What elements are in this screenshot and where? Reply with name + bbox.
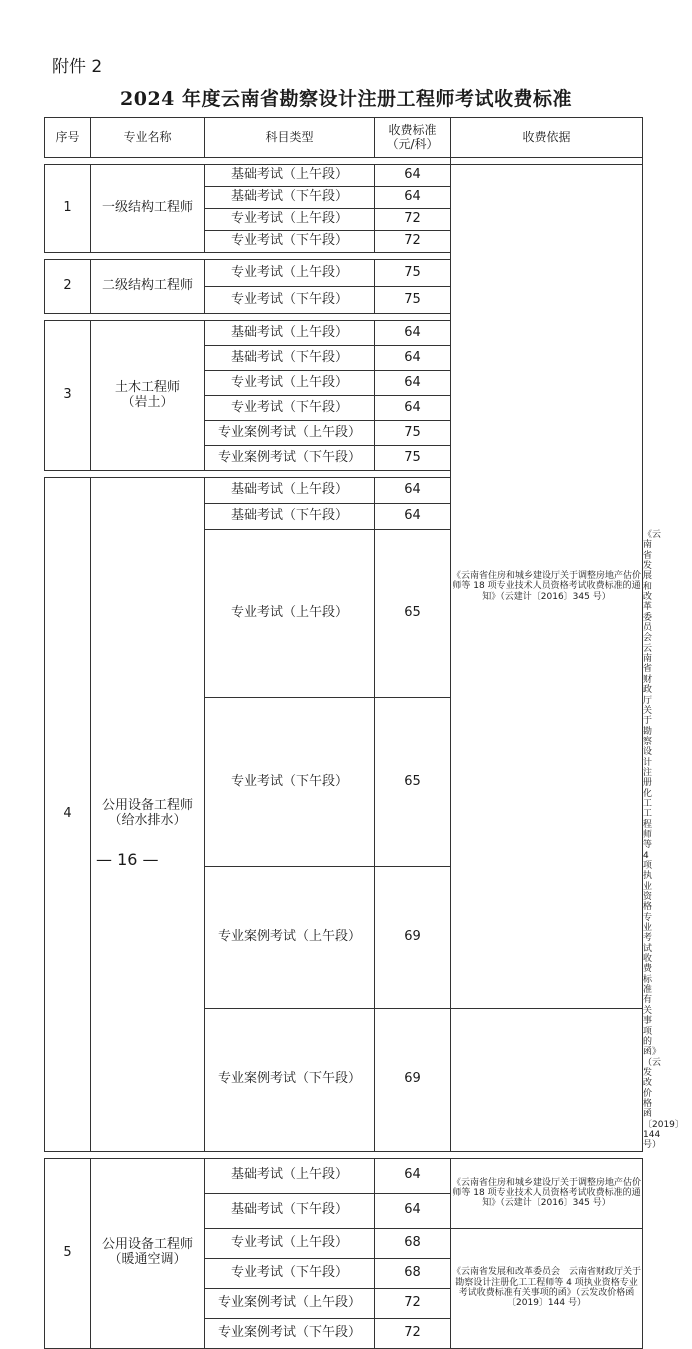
major-name xyxy=(91,260,205,314)
subject-cell: 专业考试（下午段） xyxy=(205,231,375,253)
table-header-row xyxy=(45,118,643,158)
subject-cell: 专业考试（下午段） xyxy=(205,287,375,314)
fee-cell: 64 xyxy=(375,1158,451,1193)
major-name-line1: 土木工程师 xyxy=(114,379,180,395)
subject-cell: 专业案例考试（下午段） xyxy=(205,1009,375,1151)
major-name-line2: （岩土） xyxy=(121,394,174,410)
subject-cell: 专业考试（下午段） xyxy=(205,698,375,866)
fee-cell: 64 xyxy=(375,504,451,530)
subject-cell: 基础考试（上午段） xyxy=(205,165,375,187)
header-basis: 收费依据 xyxy=(451,118,643,158)
fee-cell: 65 xyxy=(375,698,451,866)
subject-cell: 基础考试（下午段） xyxy=(205,187,375,209)
fee-cell: 64 xyxy=(375,321,451,346)
subject-cell: 基础考试（上午段） xyxy=(205,478,375,504)
table-row xyxy=(45,1158,643,1193)
basis-housing: 《云南省住房和城乡建设厅关于调整房地产估价师等 18 项专业技术人员资格考试收费标准的通知》（云建计〔2016〕345 号） xyxy=(451,165,643,1009)
subject-cell: 基础考试（上午段） xyxy=(205,1158,375,1193)
major-name-line2: （给水排水） xyxy=(108,813,187,829)
fee-cell: 72 xyxy=(375,1318,451,1348)
subject-cell: 基础考试（上午段） xyxy=(205,321,375,346)
subject-cell: 专业案例考试（下午段） xyxy=(205,1318,375,1348)
fee-cell: 72 xyxy=(375,231,451,253)
subject-cell: 专业考试（下午段） xyxy=(205,1258,375,1288)
subject-cell: 专业考试（上午段） xyxy=(205,1228,375,1258)
table-row xyxy=(45,165,643,187)
major-name-line2: （暖通空调） xyxy=(108,1252,187,1268)
subject-cell: 专业考试（上午段） xyxy=(205,260,375,287)
subject-cell: 专业考试（上午段） xyxy=(205,371,375,396)
basis-housing: 《云南省住房和城乡建设厅关于调整房地产估价师等 18 项专业技术人员资格考试收费标准的通知》（云建计〔2016〕345 号） xyxy=(451,1158,643,1228)
group-no: 5 xyxy=(45,1158,91,1348)
major-name-line1: 公用设备工程师 xyxy=(101,798,193,814)
subject-cell: 专业案例考试（上午段） xyxy=(205,421,375,446)
fee-cell: 69 xyxy=(375,1009,451,1151)
header-fee xyxy=(375,118,451,158)
fee-cell: 68 xyxy=(375,1258,451,1288)
attachment-label: 附件 2 xyxy=(52,57,103,77)
fee-table xyxy=(44,117,684,1349)
fee-cell: 72 xyxy=(375,209,451,231)
header-fee-line2: （元/科） xyxy=(386,136,439,151)
major-name xyxy=(91,1158,205,1348)
fee-cell: 64 xyxy=(375,371,451,396)
fee-cell: 64 xyxy=(375,1193,451,1228)
header-subject: 科目类型 xyxy=(205,118,375,158)
page-title: 2024 年度云南省勘察设计注册工程师考试收费标准 xyxy=(120,88,572,110)
header-major: 专业名称 xyxy=(91,118,205,158)
subject-cell: 专业案例考试（上午段） xyxy=(205,1288,375,1318)
major-name-line1: 一级结构工程师 xyxy=(101,200,193,216)
fee-cell: 75 xyxy=(375,446,451,471)
major-name xyxy=(91,165,205,253)
fee-cell: 75 xyxy=(375,421,451,446)
fee-cell: 64 xyxy=(375,165,451,187)
subject-cell: 专业案例考试（上午段） xyxy=(205,866,375,1008)
subject-cell: 专业案例考试（下午段） xyxy=(205,446,375,471)
page-number: — 16 — xyxy=(96,850,159,869)
group-no: 3 xyxy=(45,321,91,471)
subject-cell: 基础考试（下午段） xyxy=(205,346,375,371)
fee-cell: 75 xyxy=(375,287,451,314)
header-fee-line1: 收费标准 xyxy=(388,122,437,137)
fee-cell: 64 xyxy=(375,346,451,371)
subject-cell: 基础考试（下午段） xyxy=(205,1193,375,1228)
fee-cell: 65 xyxy=(375,530,451,698)
fee-cell: 69 xyxy=(375,866,451,1008)
header-no: 序号 xyxy=(45,118,91,158)
fee-cell: 64 xyxy=(375,187,451,209)
major-name xyxy=(91,321,205,471)
major-name-line1: 二级结构工程师 xyxy=(101,278,193,294)
subject-cell: 基础考试（下午段） xyxy=(205,504,375,530)
major-name-line1: 公用设备工程师 xyxy=(101,1237,193,1253)
table-row: 专业考试（上午段） 65 《云南省发展和改革委员会 云南省财政厅关于勘察设计注册化工工程师等 4 项执业资格专业考试收费标准有关事项的函》（云发改价格函〔2019〕144 号） xyxy=(45,530,643,698)
fee-cell: 64 xyxy=(375,478,451,504)
group-no: 2 xyxy=(45,260,91,314)
fee-cell: 68 xyxy=(375,1228,451,1258)
subject-cell: 专业考试（上午段） xyxy=(205,209,375,231)
group-no: 1 xyxy=(45,165,91,253)
fee-cell: 75 xyxy=(375,260,451,287)
group-no: 4 xyxy=(45,478,91,1152)
subject-cell: 专业考试（上午段） xyxy=(205,530,375,698)
fee-cell: 72 xyxy=(375,1288,451,1318)
subject-cell: 专业考试（下午段） xyxy=(205,396,375,421)
major-name xyxy=(91,478,205,1152)
basis-reform: 《云南省发展和改革委员会 云南省财政厅关于勘察设计注册化工工程师等 4 项执业资格专业考试收费标准有关事项的函》（云发改价格函〔2019〕144 号） xyxy=(451,1228,643,1348)
fee-cell: 64 xyxy=(375,396,451,421)
